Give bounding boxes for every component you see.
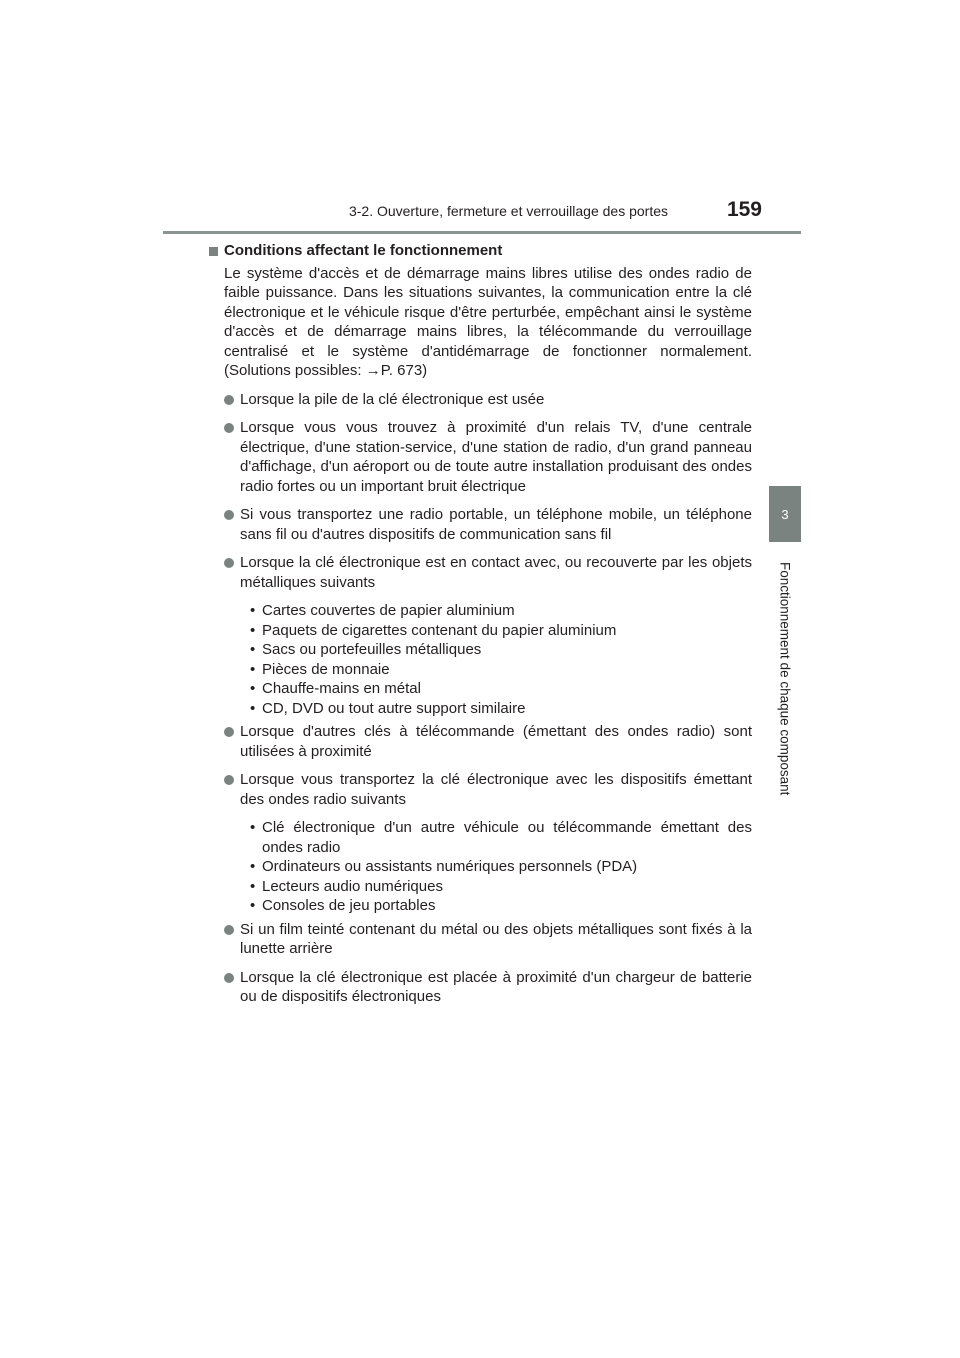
sub-list-item <box>250 601 752 621</box>
intro-paragraph: Le système d'accès et de démarrage mains libres utilise des ondes radio de faible puissance. Dans les situations suivantes, la communication entre la clé électronique et le véhicule risque d'être perturbée, empêchant ainsi le système d'accès et de démarrage mains libres, la télécommande du verrouillage centralisé et le système d'antidémarrage de fonctionner normalement. (Solutions possibles: →P. 673) <box>224 264 752 379</box>
circle-bullet-icon <box>224 925 234 935</box>
bullet-item <box>224 418 752 496</box>
circle-bullet-icon <box>224 775 234 785</box>
sub-list-metal-objects <box>250 601 752 718</box>
sub-bullet-icon: • <box>250 699 256 717</box>
chapter-title: Fonctionnement de chaque composant <box>777 562 793 796</box>
bullet-item <box>224 968 752 1007</box>
bullet-text: Si vous transportez une radio portable, un téléphone mobile, un téléphone sans fil ou d'autres dispositifs de communication sans fil <box>240 506 752 543</box>
bullet-text: Lorsque la clé électronique est placée à proximité d'un chargeur de batterie ou de dispositifs électroniques <box>240 968 752 1005</box>
page-number: 159 <box>726 198 762 221</box>
sub-bullet-icon: • <box>250 621 256 639</box>
bullet-item <box>224 505 752 544</box>
sub-list-text: Paquets de cigarettes contenant du papier aluminium <box>262 621 617 639</box>
sub-bullet-icon: • <box>250 897 256 914</box>
sub-bullet-icon: • <box>250 680 256 697</box>
sub-list-item <box>250 679 752 699</box>
chapter-side-title <box>769 553 801 805</box>
circle-bullet-icon <box>224 510 234 520</box>
sub-list-item <box>250 640 752 660</box>
header-section-title: 3-2. Ouverture, fermeture et verrouillage des portes <box>348 203 668 219</box>
sub-list-text: Ordinateurs ou assistants numériques personnels (PDA) <box>262 858 638 875</box>
sub-list-item <box>250 818 752 857</box>
sub-list-text: Sacs ou portefeuilles métalliques <box>262 641 482 658</box>
main-content <box>224 241 752 1016</box>
bullet-item <box>224 770 752 809</box>
square-bullet-icon <box>209 247 218 256</box>
sub-list-item <box>250 660 752 680</box>
sub-list-text: CD, DVD ou tout autre support similaire <box>262 699 526 717</box>
circle-bullet-icon <box>224 973 234 983</box>
bullet-item <box>224 390 752 410</box>
circle-bullet-icon <box>224 423 234 433</box>
bullet-item <box>224 722 752 761</box>
sub-list-text: Chauffe-mains en métal <box>262 680 421 697</box>
sub-bullet-icon: • <box>250 877 256 895</box>
sub-list-item <box>250 857 752 877</box>
bullet-text: Lorsque vous transportez la clé électronique avec les dispositifs émettant des ondes radio suivants <box>240 771 752 808</box>
sub-list-item <box>250 621 752 641</box>
circle-bullet-icon <box>224 727 234 737</box>
sub-list-item <box>250 877 752 897</box>
bullet-text: Lorsque la pile de la clé électronique est usée <box>240 390 545 408</box>
chapter-number: 3 <box>781 506 789 522</box>
sub-bullet-icon: • <box>250 819 256 836</box>
sub-list-text: Pièces de monnaie <box>262 660 390 678</box>
sub-list-text: Cartes couvertes de papier aluminium <box>262 602 515 619</box>
circle-bullet-icon <box>224 395 234 405</box>
chapter-tab <box>769 486 801 542</box>
bullet-text: Lorsque d'autres clés à télécommande (émettant des ondes radio) sont utilisées à proximité <box>240 723 752 760</box>
sub-list-radio-devices <box>250 818 752 916</box>
bullet-item <box>224 920 752 959</box>
sub-list-text: Lecteurs audio numériques <box>262 877 443 895</box>
sub-list-item <box>250 896 752 916</box>
bullet-text: Si un film teinté contenant du métal ou des objets métalliques sont fixés à la lunette arrière <box>240 920 752 957</box>
circle-bullet-icon <box>224 558 234 568</box>
sub-list-text: Consoles de jeu portables <box>262 897 436 914</box>
sub-bullet-icon: • <box>250 602 256 619</box>
header-divider <box>163 231 801 234</box>
sub-list-item <box>250 699 752 719</box>
bullet-text: Lorsque vous vous trouvez à proximité d'un relais TV, d'une centrale électrique, d'une station-service, d'une station de radio, d'un grand panneau d'affichage, d'un aéroport ou de toute autre installation produisant des ondes radio fortes ou un important bruit électrique <box>240 419 752 495</box>
sub-bullet-icon: • <box>250 641 256 658</box>
section-heading-text: Conditions affectant le fonctionnement <box>224 242 503 259</box>
sub-bullet-icon: • <box>250 858 256 875</box>
sub-bullet-icon: • <box>250 660 256 678</box>
bullet-text: Lorsque la clé électronique est en contact avec, ou recouverte par les objets métalliques suivants <box>240 554 752 591</box>
section-heading <box>224 241 752 261</box>
bullet-item <box>224 553 752 592</box>
sub-list-text: Clé électronique d'un autre véhicule ou télécommande émettant des ondes radio <box>262 819 752 856</box>
